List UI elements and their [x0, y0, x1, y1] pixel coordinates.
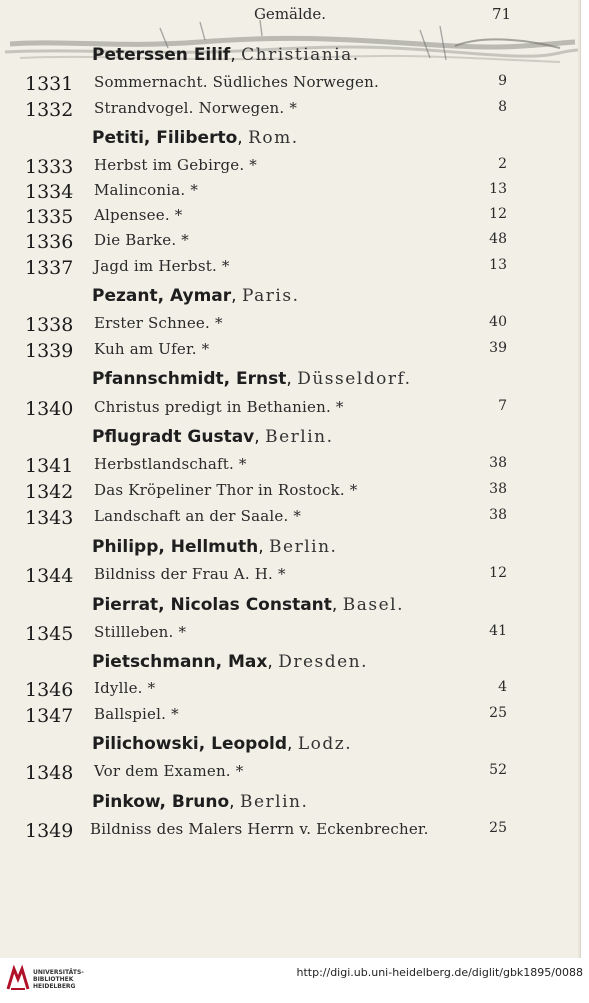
work-price: 38 — [489, 455, 507, 471]
work-price: 7 — [498, 398, 507, 414]
artist-name: Peterssen Eilif — [92, 45, 231, 65]
work-price: 9 — [498, 73, 507, 89]
artist-city: Paris. — [241, 286, 300, 306]
artist-name-line: Pinkow, Bruno, Berlin. — [92, 792, 309, 812]
work-title: Strandvogel. Norwegen. * — [94, 99, 298, 117]
artist-heading — [0, 734, 580, 760]
artist-name: Pinkow, Bruno — [92, 792, 230, 812]
catalog-entry — [0, 206, 580, 232]
work-price: 4 — [498, 679, 507, 695]
page-number: 71 — [492, 5, 512, 23]
entry-number: 1347 — [25, 705, 74, 727]
work-title: Alpensee. * — [94, 206, 183, 224]
catalog-entry — [0, 156, 580, 182]
entry-number: 1337 — [25, 257, 74, 279]
work-title: Vor dem Examen. * — [94, 762, 244, 780]
artist-name-line: Pierrat, Nicolas Constant, Basel. — [92, 595, 404, 615]
catalog-entry — [0, 507, 580, 533]
entry-number: 1338 — [25, 314, 74, 336]
artist-city: Lodz. — [297, 734, 353, 754]
artist-heading — [0, 427, 580, 453]
work-title: Herbst im Gebirge. * — [94, 156, 257, 174]
entry-number: 1340 — [25, 398, 74, 420]
artist-name: Pezant, Aymar — [92, 286, 232, 306]
artist-heading — [0, 128, 580, 154]
work-title: Landschaft an der Saale. * — [94, 507, 302, 525]
catalog-entry — [0, 565, 580, 591]
work-title: Idylle. * — [94, 679, 156, 697]
catalog-entry — [0, 481, 580, 507]
artist-name: Philipp, Hellmuth — [92, 537, 259, 557]
artist-heading — [0, 286, 580, 312]
catalog-entry — [0, 705, 580, 731]
work-title: Stillleben. * — [94, 623, 187, 641]
entry-number: 1334 — [25, 181, 74, 203]
work-price: 38 — [489, 507, 507, 523]
catalog-entry — [0, 762, 580, 788]
artist-city: Rom. — [248, 128, 299, 148]
catalog-entry — [0, 314, 580, 340]
catalog-entry — [0, 398, 580, 424]
artist-city: Berlin. — [239, 792, 309, 812]
work-title: Herbstlandschaft. * — [94, 455, 247, 473]
entry-number: 1333 — [25, 156, 74, 178]
artist-city: Berlin. — [269, 537, 338, 557]
work-price: 52 — [489, 762, 507, 778]
work-title: Sommernacht. Südliches Norwegen. — [94, 73, 379, 91]
logo-line: BIBLIOTHEK — [33, 976, 74, 983]
heidelberg-library-logo-icon — [6, 965, 30, 991]
entry-number: 1341 — [25, 455, 74, 477]
artist-city: Dresden. — [278, 652, 369, 672]
viewer-footer — [0, 958, 589, 1003]
entry-number: 1344 — [25, 565, 74, 587]
work-price: 40 — [489, 314, 507, 330]
entry-number: 1346 — [25, 679, 74, 701]
work-title: Das Kröpeliner Thor in Rostock. * — [94, 481, 358, 499]
artist-heading — [0, 45, 580, 71]
logo-line: HEIDELBERG — [33, 983, 76, 990]
work-price: 25 — [489, 705, 507, 721]
catalog-entry — [0, 99, 580, 125]
artist-name: Pierrat, Nicolas Constant — [92, 595, 332, 615]
artist-heading — [0, 792, 580, 818]
work-price: 2 — [498, 156, 507, 172]
catalog-entry — [0, 820, 580, 846]
work-title: Ballspiel. * — [94, 705, 179, 723]
entry-number: 1342 — [25, 481, 74, 503]
work-title: Jagd im Herbst. * — [94, 257, 230, 275]
logo-line: UNIVERSITÄTS- — [33, 969, 84, 976]
catalog-entry — [0, 73, 580, 99]
artist-heading — [0, 652, 580, 678]
artist-city: Düsseldorf. — [297, 369, 412, 389]
work-title: Christus predigt in Bethanien. * — [94, 398, 344, 416]
source-url-link[interactable]: http://digi.ub.uni-heidelberg.de/diglit/gbk1895/0088 — [296, 966, 583, 979]
catalog-entry — [0, 455, 580, 481]
work-price: 39 — [489, 340, 507, 356]
artist-city: Christiania. — [241, 45, 360, 65]
work-title: Kuh am Ufer. * — [94, 340, 210, 358]
work-price: 38 — [489, 481, 507, 497]
catalog-entry — [0, 231, 580, 257]
artist-heading — [0, 595, 580, 621]
artist-heading — [0, 537, 580, 563]
work-title: Bildniss des Malers Herrn v. Eckenbrecher. — [90, 820, 429, 838]
work-price: 12 — [489, 206, 507, 222]
artist-name: Pfannschmidt, Ernst — [92, 369, 287, 389]
artist-name-line: Pezant, Aymar, Paris. — [92, 286, 300, 306]
artist-heading — [0, 369, 580, 395]
artist-name-line: Petiti, Filiberto, Rom. — [92, 128, 299, 148]
entry-number: 1349 — [25, 820, 74, 842]
entry-number: 1348 — [25, 762, 74, 784]
work-price: 8 — [498, 99, 507, 115]
artist-name-line: Philipp, Hellmuth, Berlin. — [92, 537, 338, 557]
entry-number: 1339 — [25, 340, 74, 362]
work-title: Die Barke. * — [94, 231, 190, 249]
work-price: 48 — [489, 231, 507, 247]
entry-number: 1331 — [25, 73, 74, 95]
catalog-entry — [0, 257, 580, 283]
work-title: Erster Schnee. * — [94, 314, 223, 332]
artist-name: Pietschmann, Max — [92, 652, 268, 672]
artist-name-line: Peterssen Eilif, Christiania. — [92, 45, 360, 65]
artist-name: Petiti, Filiberto — [92, 128, 238, 148]
catalog-entry — [0, 181, 580, 207]
work-title: Malinconia. * — [94, 181, 199, 199]
work-price: 13 — [489, 257, 507, 273]
catalog-entry — [0, 623, 580, 649]
page-header-title: Gemälde. — [253, 5, 327, 23]
catalog-entry — [0, 679, 580, 705]
entry-number: 1343 — [25, 507, 74, 529]
artist-city: Basel. — [342, 595, 404, 615]
artist-name: Pilichowski, Leopold — [92, 734, 288, 754]
entry-number: 1335 — [25, 206, 74, 228]
entry-number: 1336 — [25, 231, 74, 253]
work-price: 25 — [489, 820, 507, 836]
work-price: 12 — [489, 565, 507, 581]
work-price: 41 — [489, 623, 507, 639]
artist-city: Berlin. — [265, 427, 334, 447]
work-title: Bildniss der Frau A. H. * — [94, 565, 286, 583]
catalog-entry — [0, 340, 580, 366]
artist-name-line: Pilichowski, Leopold, Lodz. — [92, 734, 353, 754]
artist-name-line: Pfannschmidt, Ernst, Düsseldorf. — [92, 369, 412, 389]
entry-number: 1345 — [25, 623, 74, 645]
artist-name-line: Pietschmann, Max, Dresden. — [92, 652, 369, 672]
entry-number: 1332 — [25, 99, 74, 121]
work-price: 13 — [489, 181, 507, 197]
artist-name: Pflugradt Gustav — [92, 427, 255, 447]
library-logo-text — [33, 969, 84, 990]
artist-name-line: Pflugradt Gustav, Berlin. — [92, 427, 334, 447]
